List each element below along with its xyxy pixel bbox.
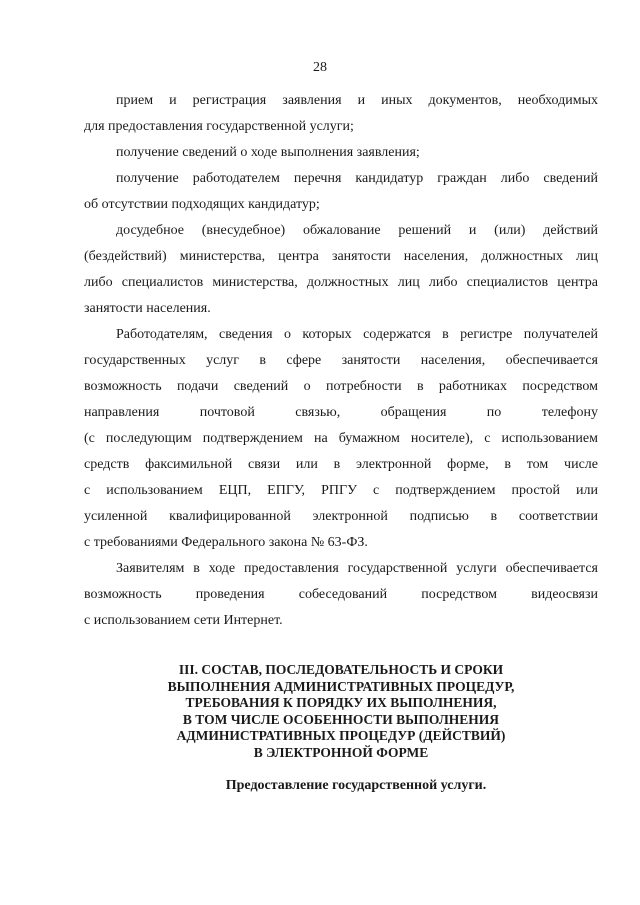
paragraph-4-line-4: занятости населения. bbox=[84, 301, 211, 316]
paragraph-6-line-3: с использованием сети Интернет. bbox=[84, 613, 283, 628]
section-heading-line: В ТОМ ЧИСЛЕ ОСОБЕННОСТИ ВЫПОЛНЕНИЯ bbox=[182, 711, 500, 727]
paragraph-4-line-3: либо специалистов министерства, должностных лиц либо специалистов центра bbox=[84, 275, 598, 290]
section-heading-line: ТРЕБОВАНИЯ К ПОРЯДКУ ИХ ВЫПОЛНЕНИЯ, bbox=[185, 695, 497, 710]
paragraph-6-line-1: Заявителям в ходе предоставления государственной услуги обеспечивается bbox=[116, 561, 598, 576]
paragraph-3-line-1: получение работодателем перечня кандидатур граждан либо сведений bbox=[116, 171, 598, 186]
paragraph-4-line-1: досудебное (внесудебное) обжалование решений и (или) действий bbox=[116, 223, 598, 238]
paragraph-3-line-2: об отсутствии подходящих кандидатур; bbox=[84, 197, 320, 212]
paragraph-5-line-7: с использованием ЕЦП, ЕПГУ, РПГУ с подтверждением простой или bbox=[84, 483, 598, 498]
paragraph-1-line-1: прием и регистрация заявления и иных документов, необходимых bbox=[116, 93, 598, 108]
section-heading-line: АДМИНИСТРАТИВНЫХ ПРОЦЕДУР (ДЕЙСТВИЙ) bbox=[176, 728, 506, 743]
section-heading-line: ВЫПОЛНЕНИЯ АДМИНИСТРАТИВНЫХ ПРОЦЕДУР, bbox=[167, 678, 515, 694]
section-heading-line: В ЭЛЕКТРОННОЙ ФОРМЕ bbox=[253, 744, 429, 760]
paragraph-6-line-2: возможность проведения собеседований посредством видеосвязи bbox=[84, 587, 598, 602]
paragraph-4-line-2: (бездействий) министерства, центра занятости населения, должностных лиц bbox=[84, 249, 598, 264]
paragraph-5-line-3: возможность подачи сведений о потребности в работниках посредством bbox=[84, 379, 598, 394]
paragraph-5-line-1: Работодателям, сведения о которых содержатся в регистре получателей bbox=[116, 327, 598, 342]
paragraph-5-line-4: направления почтовой связью, обращения по телефону bbox=[84, 405, 598, 420]
paragraph-5-line-6: средств факсимильной связи или в электронной форме, в том числе bbox=[84, 457, 598, 472]
body-text bbox=[84, 88, 598, 634]
section-heading bbox=[84, 662, 598, 761]
paragraph-2-line-1: получение сведений о ходе выполнения заявления; bbox=[116, 145, 420, 160]
section-heading-line: III. СОСТАВ, ПОСЛЕДОВАТЕЛЬНОСТЬ И СРОКИ bbox=[178, 662, 504, 677]
subheading: Предоставление государственной услуги. bbox=[225, 778, 487, 793]
paragraph-1-line-2: для предоставления государственной услуги; bbox=[84, 119, 354, 134]
paragraph-5-line-8: усиленной квалифицированной электронной подписью в соответствии bbox=[84, 509, 598, 524]
paragraph-5-line-5: (с последующим подтверждением на бумажном носителе), с использованием bbox=[84, 431, 598, 446]
page-number: 28 bbox=[313, 60, 327, 75]
paragraph-5-line-2: государственных услуг в сфере занятости населения, обеспечивается bbox=[84, 353, 598, 368]
paragraph-5-line-9: с требованиями Федерального закона № 63-ФЗ. bbox=[84, 535, 368, 550]
